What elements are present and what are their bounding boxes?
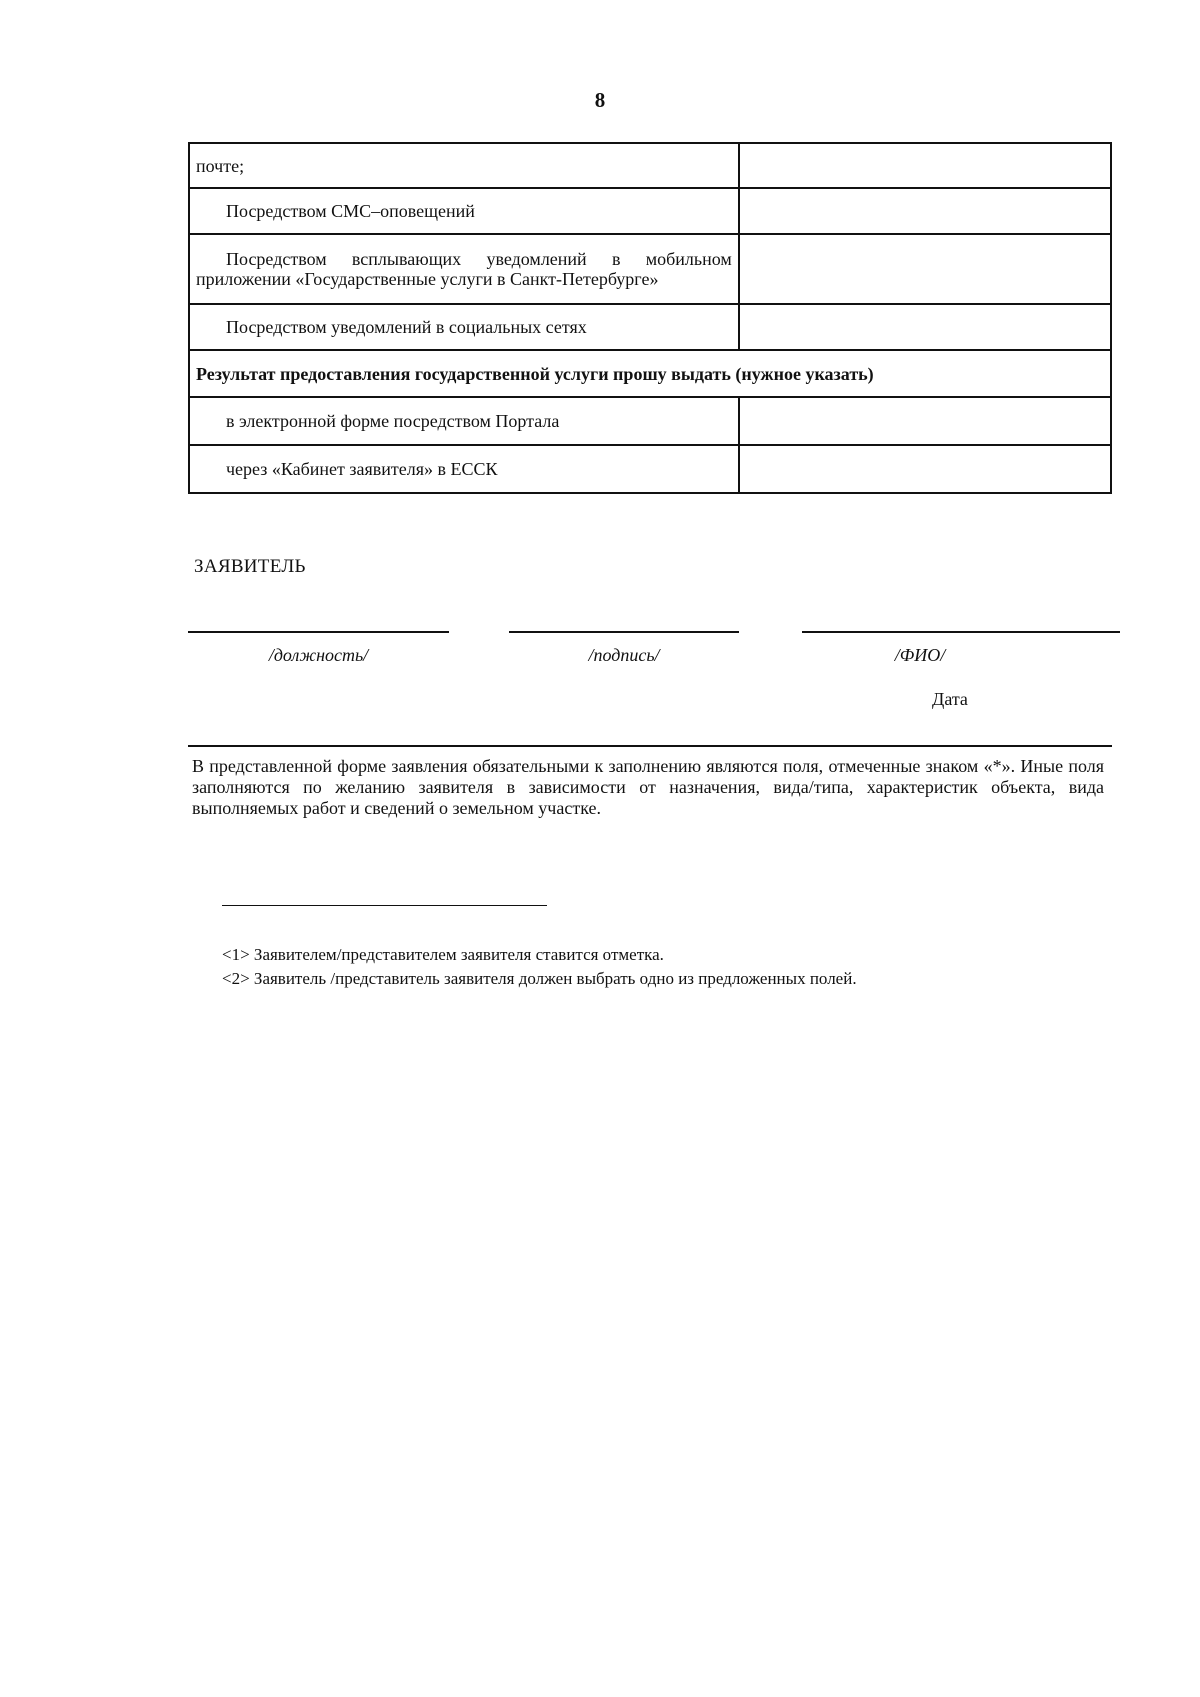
- checkbox-cell[interactable]: [739, 143, 1111, 188]
- divider: [188, 745, 1112, 747]
- position-line[interactable]: [188, 631, 449, 633]
- checkbox-cell[interactable]: [739, 188, 1111, 234]
- row-label: Посредством уведомлений в социальных сетях: [189, 304, 739, 350]
- name-caption: /ФИО/: [894, 645, 946, 665]
- table-row: [189, 188, 1111, 234]
- footnote-1: <1> Заявителем/представителем заявителя ставится отметка.: [222, 945, 664, 964]
- date-label: Дата: [932, 689, 968, 709]
- footnote-2: <2> Заявитель /представитель заявителя должен выбрать одно из предложенных полей.: [222, 969, 857, 988]
- applicant-title: ЗАЯВИТЕЛЬ: [194, 556, 306, 577]
- row-label: в электронной форме посредством Портала: [189, 397, 739, 445]
- notification-table: [188, 142, 1112, 494]
- table-row: [189, 234, 1111, 304]
- table-row: [189, 143, 1111, 188]
- form-note: В представленной форме заявления обязательными к заполнению являются поля, отмеченные знаком «*». Иные поля заполняются по желанию заявителя в зависимости от назначения, вида/типа, характеристик объекта, вида выполняемых работ и сведений о земельном участке.: [192, 756, 1104, 818]
- row-label: через «Кабинет заявителя» в ЕССК: [189, 445, 739, 493]
- result-section-header: Результат предоставления государственной услуги прошу выдать (нужное указать): [189, 350, 1111, 397]
- position-caption: /должность/: [268, 645, 369, 665]
- name-line[interactable]: [802, 631, 1120, 633]
- section-header-row: [189, 350, 1111, 397]
- table-row: [189, 304, 1111, 350]
- checkbox-cell[interactable]: [739, 397, 1111, 445]
- checkbox-cell[interactable]: [739, 304, 1111, 350]
- checkbox-cell[interactable]: [739, 234, 1111, 304]
- table-row: [189, 445, 1111, 493]
- table-row: [189, 397, 1111, 445]
- footnote-divider: [222, 905, 547, 906]
- signature-caption: /подпись/: [588, 645, 660, 665]
- row-label: Посредством СМС–оповещений: [189, 188, 739, 234]
- row-label: Посредством всплывающих уведомлений в мобильном приложении «Государственные услуги в Санкт-Петербурге»: [189, 234, 739, 304]
- signature-line[interactable]: [509, 631, 739, 633]
- row-label: почте;: [189, 143, 739, 188]
- page-number: 8: [594, 88, 606, 112]
- checkbox-cell[interactable]: [739, 445, 1111, 493]
